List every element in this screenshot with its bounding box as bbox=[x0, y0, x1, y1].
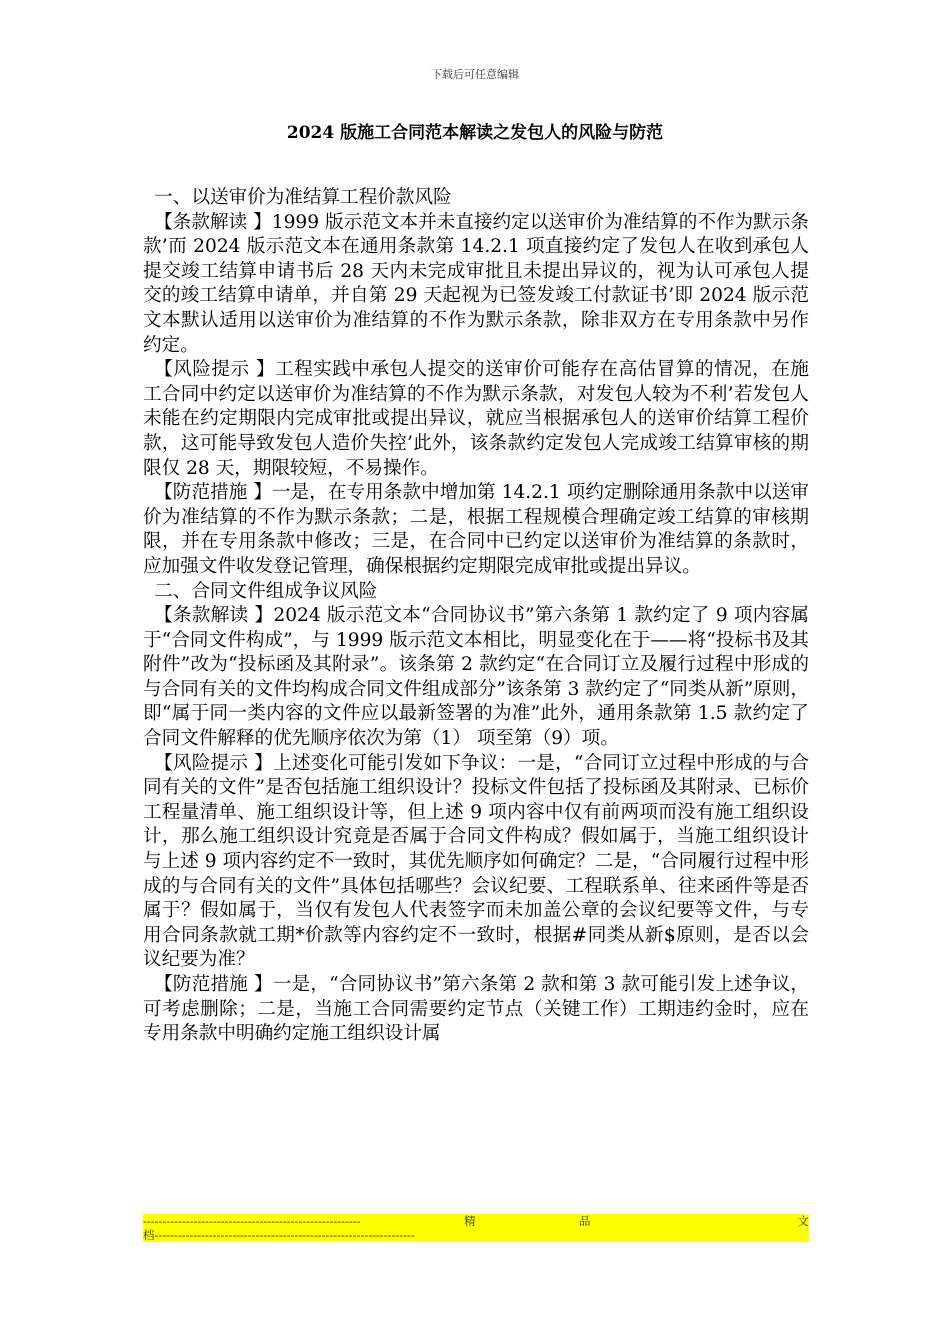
footer-word-3: 文 bbox=[797, 1214, 809, 1228]
section-heading-2: 二、合同文件组成争议风险 bbox=[154, 580, 378, 602]
footer-word-2: 品 bbox=[579, 1214, 591, 1228]
footer-row-1 bbox=[143, 1214, 809, 1228]
paragraph-prevention-2: 【防范措施 】一是，“合同协议书”第六条第 2 款和第 3 款可能引发上述争议，可考虑删除；二是，当施工合同需要约定节点（关键工作）工期违约金时，应在专用条款中明确约定施工组织设计属 bbox=[143, 974, 809, 1045]
document-title: 2024 版施工合同范本解读之发包人的风险与防范 bbox=[286, 123, 664, 143]
footer-dash-right: ------------------------------------------------------------------- bbox=[154, 1228, 415, 1242]
document-body bbox=[143, 186, 809, 1047]
paragraph-clause-reading-1: 【条款解读 】1999 版示范文本并未直接约定以送审价为准结算的不作为默示条款’而 2024 版示范文本在通用条款第 14.2.1 项直接约定了发包人在收到承包人提交竣工结算申请书后 28 天内未完成审批且未提出异议的，视为认可承包人提交的竣工结算申请单，并自第 29 天起视为已签发竣工付款证书’即 2024 版示范文本默认适用以送审价为准结算的不作为默示条款，除非双方在专用条款中另作约定。 bbox=[143, 211, 809, 356]
paragraph-prevention-1: 【防范措施 】一是，在专用条款中增加第 14.2.1 项约定删除通用条款中以送审价为准结算的不作为默示条款；二是，根据工程规模合理确定竣工结算的审核期限，并在专用条款中修改；三是，在合同中已约定以送审价为准结算的条款时，应加强文件收发登记管理，确保根据约定期限完成审批或提出异议。 bbox=[143, 482, 809, 577]
footer-dash-left: -------------------------------------------------------- bbox=[143, 1214, 361, 1228]
footer-banner bbox=[143, 1214, 809, 1242]
footer-word-4: 档 bbox=[143, 1228, 155, 1242]
footer-row-2 bbox=[143, 1228, 488, 1242]
paragraph-risk-notice-2: 【风险提示 】上述变化可能引发如下争议：一是，“合同订立过程中形成的与合同有关的文件”是否包括施工组织设计？投标文件包括了投标函及其附录、已标价工程量清单、施工组织设计等，但上述 9 项内容中仅有前两项而没有施工组织设计，那么施工组织设计究竟是否属于合同文件构成？假如属于，当施工组织设计与上述 9 项内容约定不一致时，其优先顺序如何确定？二是，“合同履行过程中形成的与合同有关的文件”具体包括哪些？会议纪要、工程联系单、往来函件等是否属于？假如属于，当仅有发包人代表签字而未加盖公章的会议纪要等文件，与专用合同条款就工期*价款等内容约定不一致时，根据#同类从新$原则，是否以会议纪要为准？ bbox=[143, 752, 809, 971]
footer-word-1: 精 bbox=[464, 1214, 476, 1228]
section-heading-1: 一、以送审价为准结算工程价款风险 bbox=[154, 187, 452, 208]
paragraph-clause-reading-2: 【条款解读 】2024 版示范文本“合同协议书”第六条第 1 款约定了 9 项内容属于“合同文件构成”，与 1999 版示范文本相比，明显变化在于——将“投标书及其附件”改为“投标函及其附录”。该条第 2 款约定“在合同订立及履行过程中形成的与合同有关的文件均构成合同文件组成部分”该条第 3 款约定了“同类从新”原则，即“属于同一类内容的文件应以最新签署的为准”此外，通用条款第 1.5 款约定了合同文件解释的优先顺序依次为第（1） 项至第（9）项。 bbox=[143, 605, 809, 750]
paragraph-risk-notice-1: 【风险提示 】工程实践中承包人提交的送审价可能存在高估冒算的情况，在施工合同中约定以送审价为准结算的不作为默示条款，对发包人较为不利’若发包人未能在约定期限内完成审批或提出异议，就应当根据承包人的送审价结算工程价款，这可能导致发包人造价失控’此外，该条款约定发包人完成竣工结算审核的期限仅 28 天，期限较短，不易操作。 bbox=[143, 359, 809, 479]
header-note: 下载后可任意编辑 bbox=[431, 68, 519, 81]
